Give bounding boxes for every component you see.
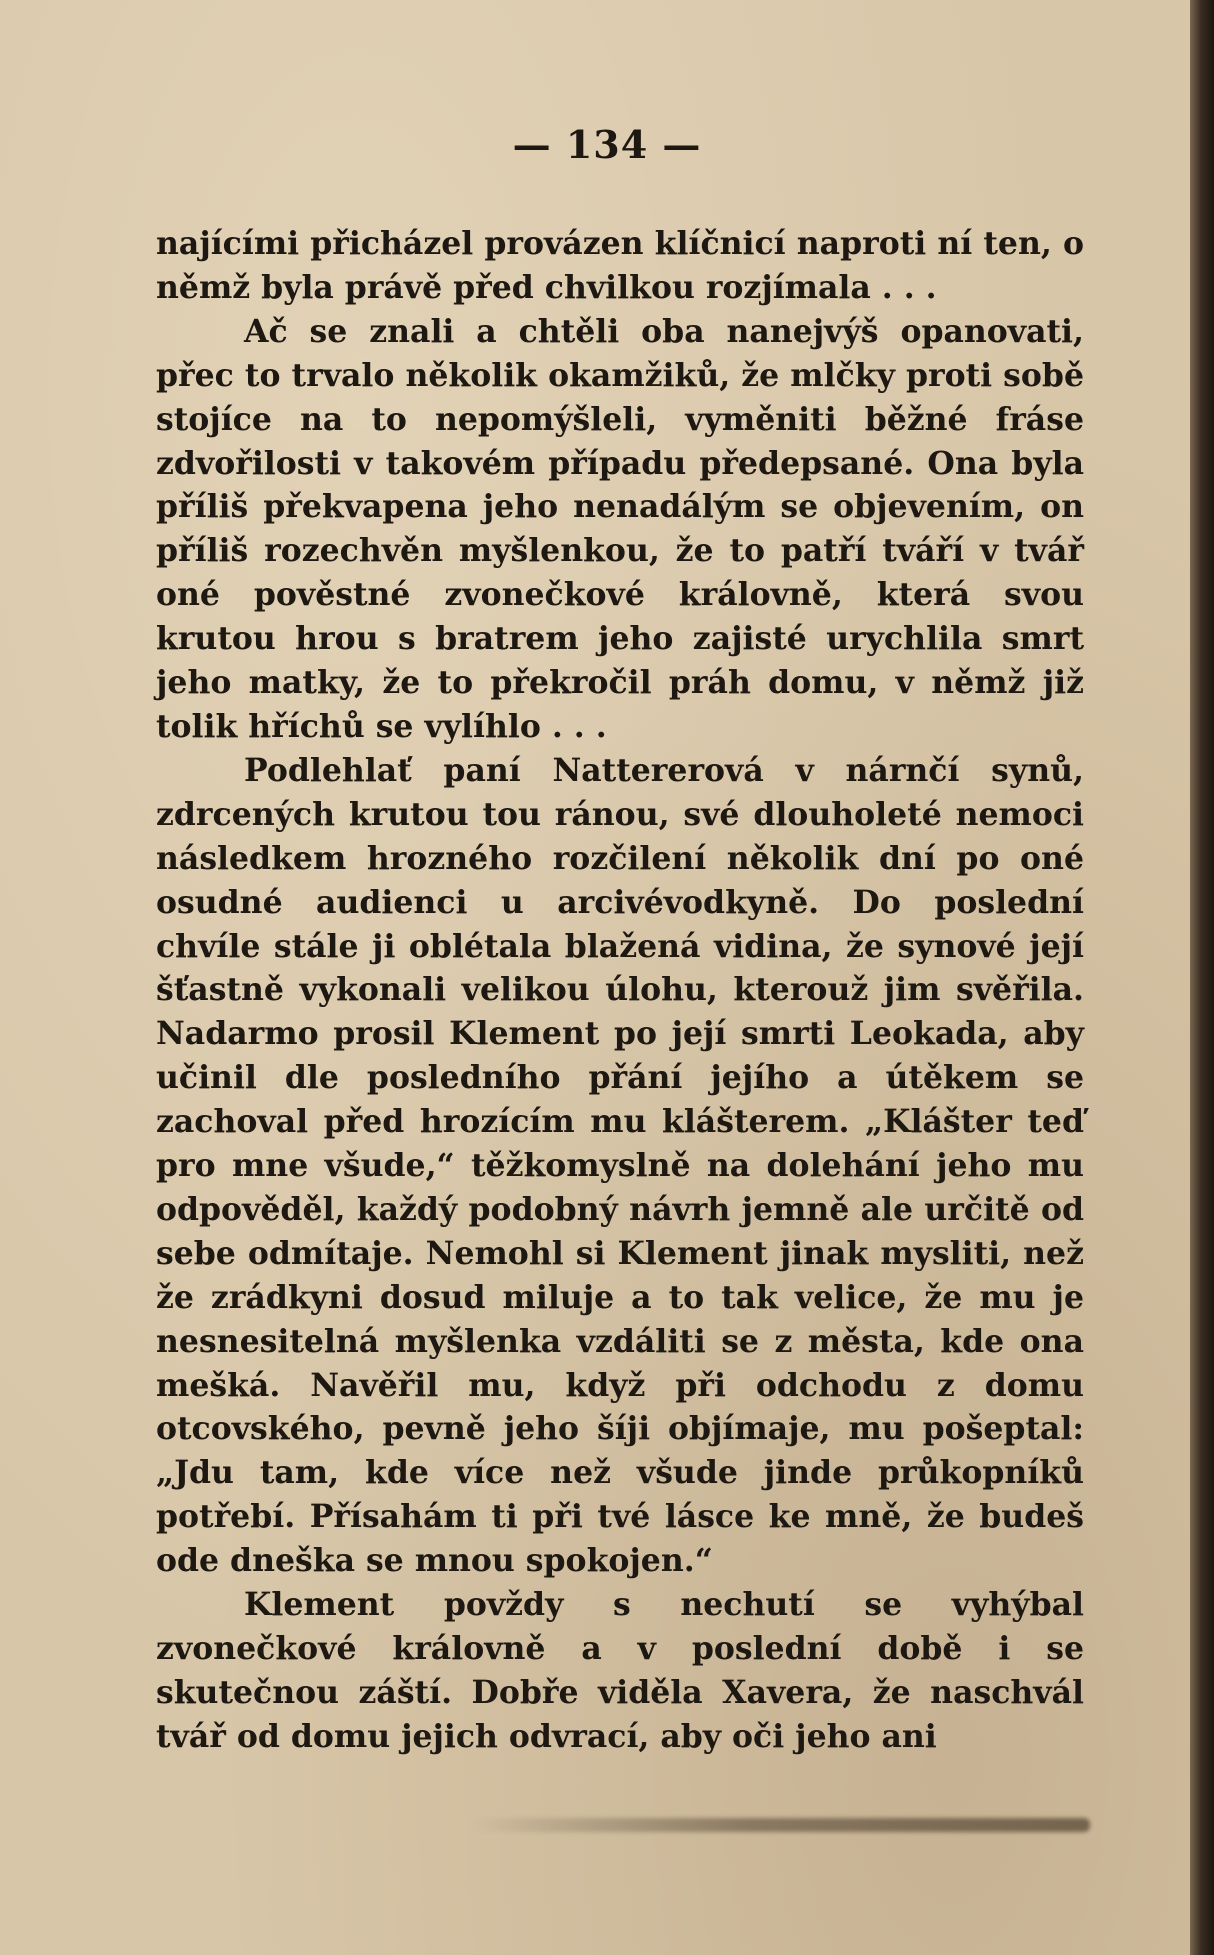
paragraph-3: Podlehlať paní Nattererová v nárnčí synů, zdrcených krutou tou ránou, své dlouholeté nemoci následkem hrozného rozčilení několik dní po oné osudné audienci u arcivévodkyně. Do poslední chvíle stále ji oblétala blažená vidina, že synové její šťastně vykonali velikou úlohu, kterouž jim svěřila. Nadarmo prosil Klement po její smrti Leokada, aby učinil dle posledního přání jejího a útěkem se zachoval před hrozícím mu klášterem. „Klášter teď pro mne všude,“ těžkomyslně na dolehání jeho mu odpověděl, každý podobný návrh jemně ale určitě od sebe odmítaje. Nemohl si Klement jinak mysliti, než že zrádkyni dosud miluje a to tak velice, že mu je nesnesitelná myšlenka vzdáliti se z města, kde ona mešká. Navěřil mu, když při odchodu z domu otcovského, pevně jeho šíji objímaje, mu pošeptal: „Jdu tam, kde více než všude jinde průkopníků potřebí. Přísahám ti při tvé lásce ke mně, že budeš ode dneška se mnou spokojen.“: [156, 751, 1084, 1580]
page-text: [156, 222, 1084, 1759]
paragraph-4: Klement povždy s nechutí se vyhýbal zvonečkové královně a v poslední době i se skutečnou záští. Dobře viděla Xavera, že naschvál tvář od domu jejich odvrací, aby oči jeho ani: [156, 1586, 1084, 1755]
paragraph-2: Ač se znali a chtěli oba nanejvýš opanovati, přec to trvalo několik okamžiků, že mlčky proti sobě stojíce na to nepomýšleli, vyměniti běžné fráse zdvořilosti v takovém případu předepsané. Ona byla příliš překvapena jeho nenadálým se objevením, on příliš rozechvěn myšlenkou, že to patří tváří v tvář oné pověstné zvonečkové královně, která svou krutou hrou s bratrem jeho zajisté urychlila smrt jeho matky, že to překročil práh domu, v němž již tolik hříchů se vylíhlo . . .: [156, 312, 1084, 745]
bleed-through-smudge: [470, 1818, 1090, 1832]
page-number: — 134 —: [512, 122, 702, 167]
paragraph-1: najícími přicházel provázen klíčnicí naproti ní ten, o němž byla právě před chvilkou rozjímala . . .: [156, 225, 1084, 306]
book-spine-edge: [1190, 0, 1214, 1955]
